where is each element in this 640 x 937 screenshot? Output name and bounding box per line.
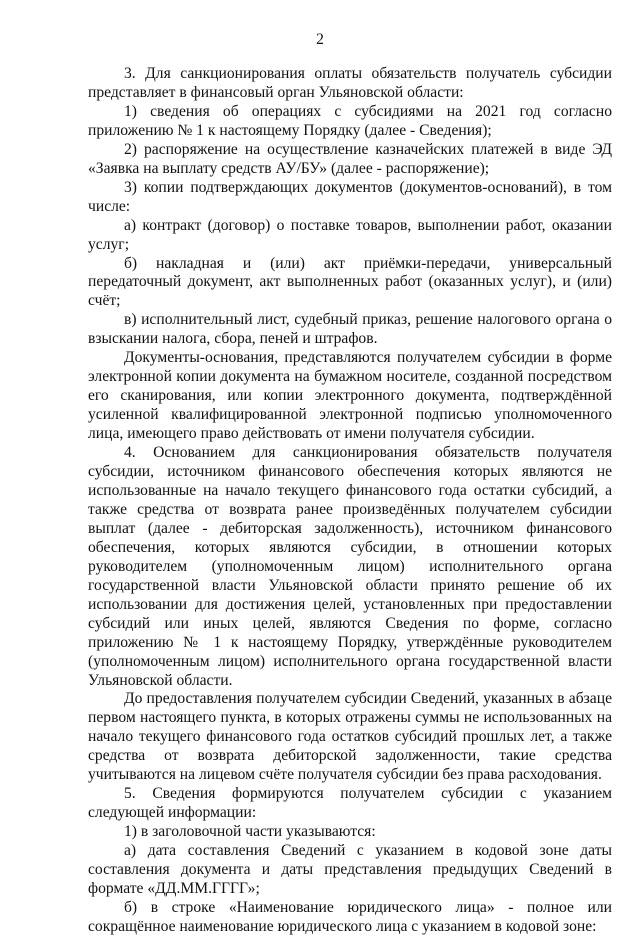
paragraph: б) в строке «Наименование юридического лица» - полное или сокращённое наименование юридического лица с указанием в кодовой зоне: xyxy=(88,898,612,935)
document-body xyxy=(88,65,612,937)
paragraph: а) контракт (договор) о поставке товаров, выполнении работ, оказании услуг; xyxy=(88,216,612,253)
paragraph: 5. Сведения формируются получателем субсидии с указанием следующей информации: xyxy=(88,785,612,822)
paragraph: 2) распоряжение на осуществление казначейских платежей в виде ЭД «Заявка на выплату средств АУ/БУ» (далее - распоряжение); xyxy=(88,140,612,177)
paragraph: б) накладная и (или) акт приёмки-передачи, универсальный передаточный документ, акт выполненных работ (оказанных услуг), и (или) счёт; xyxy=(88,254,612,310)
paragraph: До предоставления получателем субсидии Сведений, указанных в абзаце первом настоящего пункта, в которых отражены суммы не использованных на начало текущего финансового года остатков субсидий прошлых лет, а также средства от возврата дебиторской задолженности, такие средства учитываются на лицевом счёте получателя субсидии без права расходования. xyxy=(88,690,612,784)
paragraph: 4. Основанием для санкционирования обязательств получателя субсидии, источником финансового обеспечения которых являются не использованные на начало текущего финансового года остатки субсидий, а также средства от возврата ранее произведённых получателем субсидии выплат (далее - дебиторская задолженность), источником финансового обеспечения, которых являются субсидии, в отношении которых руководителем (уполномоченным лицом) исполнительного органа государственной власти Ульяновской области принято решение об их использовании для достижения целей, установленных при предоставлении субсидий или иных целей, являются Сведения по форме, согласно приложению № 1 к настоящему Порядку, утверждённые руководителем (уполномоченным лицом) исполнительного органа государственной власти Ульяновской области. xyxy=(88,444,612,689)
page-number: 2 xyxy=(316,31,324,48)
paragraph: в) исполнительный лист, судебный приказ, решение налогового органа о взыскании налога, сбора, пеней и штрафов. xyxy=(88,311,612,348)
paragraph: 3) копии подтверждающих документов (документов-оснований), в том числе: xyxy=(88,178,612,215)
paragraph: 1) в заголовочной части указываются: xyxy=(124,823,376,841)
paragraph: 1) сведения об операциях с субсидиями на 2021 год согласно приложению № 1 к настоящему Порядку (далее - Сведения); xyxy=(88,102,612,139)
paragraph: Документы-основания, представляются получателем субсидии в форме электронной копии документа на бумажном носителе, созданной посредством его сканирования, или копии электронного документа, подтверждённой усиленной квалифицированной электронной подписью уполномоченного лица, имеющего право действовать от имени получателя субсидии. xyxy=(88,349,612,443)
paragraph: а) дата составления Сведений с указанием в кодовой зоне даты составления документа и даты представления предыдущих Сведений в формате «ДД.ММ.ГГГГ»; xyxy=(88,842,612,897)
paragraph: 3. Для санкционирования оплаты обязательств получатель субсидии представляет в финансовый орган Ульяновской области: xyxy=(88,65,612,101)
